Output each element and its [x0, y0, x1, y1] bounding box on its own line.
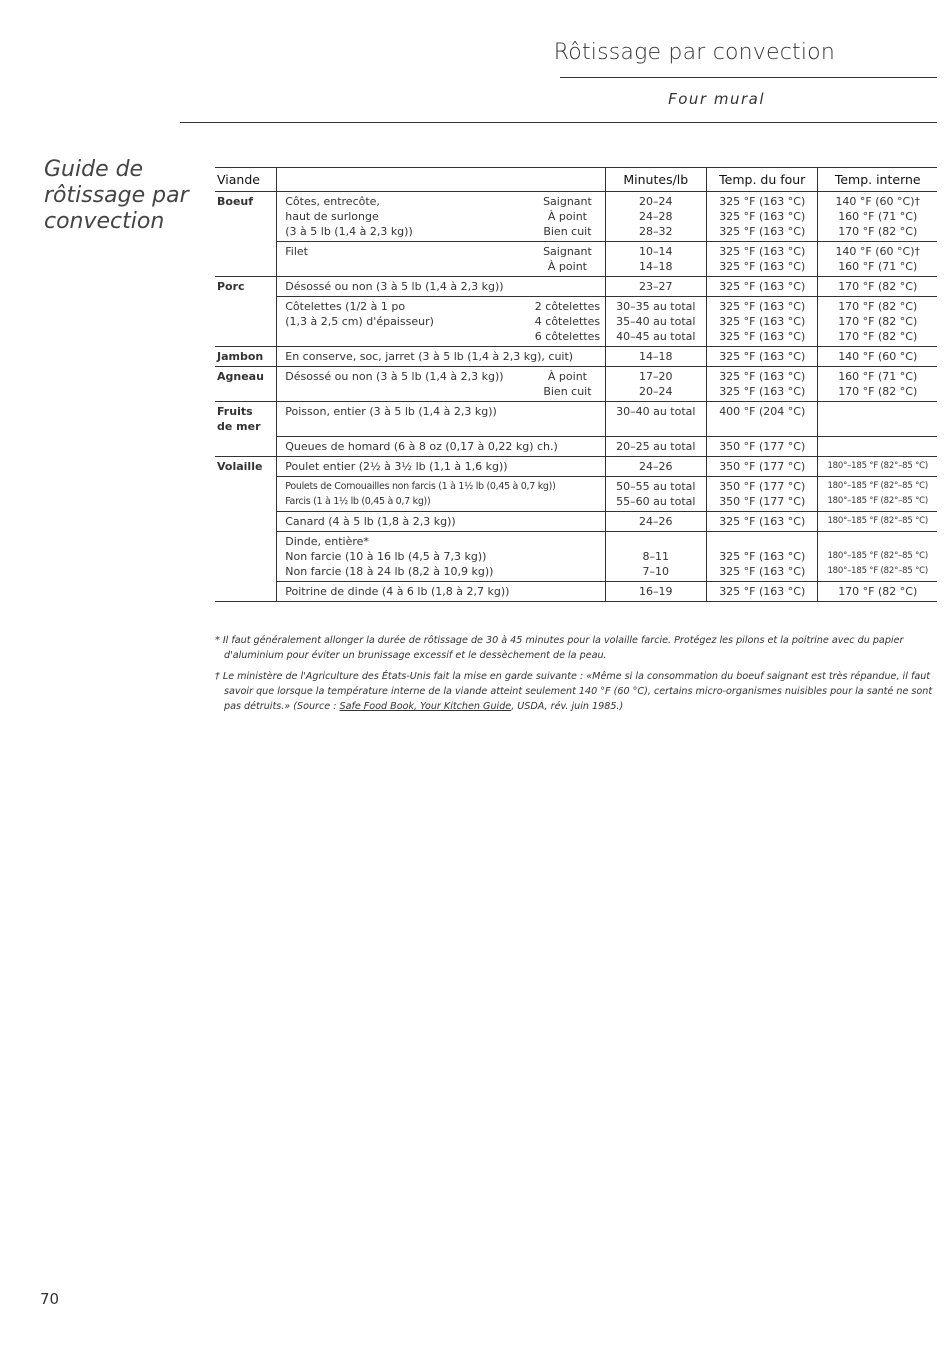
footnote-usda	[215, 669, 937, 714]
cell-minutes	[605, 297, 706, 347]
cell-description-line: Poisson, entier (3 à 5 lb (1,4 à 2,3 kg))	[285, 405, 497, 418]
table-header-row	[215, 168, 937, 192]
cell-meat-line: Porc	[217, 280, 245, 293]
table-row	[215, 347, 937, 367]
page-number: 70	[40, 1290, 60, 1308]
cell-internal-temp-line: 180°–185 °F (82°–85 °C)	[827, 550, 928, 561]
cell-description	[277, 511, 605, 531]
cell-description-line: (3 à 5 lb (1,4 à 2,3 kg))	[285, 225, 413, 238]
cell-internal-temp-line: 170 °F (82 °C)	[838, 385, 918, 398]
cell-internal-temp-line: 140 °F (60 °C)†	[835, 195, 921, 208]
cell-description	[277, 277, 605, 297]
cell-description-line: Farcis (1 à 1½ lb (0,45 à 0,7 kg))	[285, 495, 431, 507]
header-blank	[277, 168, 605, 192]
cell-meat	[215, 192, 277, 242]
roasting-guide-table	[215, 167, 937, 602]
cell-doneness-line: 6 côtelettes	[534, 330, 601, 343]
cell-minutes-line: 28–32	[639, 225, 673, 238]
section-heading-line: convection	[44, 209, 165, 234]
cell-meat-line: Agneau	[217, 370, 264, 383]
table-row	[215, 531, 937, 581]
cell-minutes-line: 50–55 au total	[616, 479, 696, 493]
cell-oven-temp-line: 325 °F (163 °C)	[719, 514, 806, 528]
cell-oven-temp-line: 325 °F (163 °C)	[719, 584, 806, 598]
cell-minutes-line: 14–18	[639, 350, 673, 363]
cell-minutes-line: 10–14	[639, 245, 673, 258]
cell-oven-temp	[707, 297, 818, 347]
cell-doneness-line: À point	[547, 260, 587, 273]
table-row	[215, 242, 937, 277]
cell-meat-line: Fruits	[217, 405, 253, 418]
cell-internal-temp-line: 160 °F (71 °C)	[838, 260, 918, 273]
cell-doneness-line: Saignant	[543, 195, 592, 208]
cell-minutes-line: 20–25 au total	[616, 439, 696, 453]
cell-description-line	[285, 384, 526, 399]
cell-description-line: Côtes, entrecôte,	[285, 195, 380, 208]
cell-description-line: Désossé ou non (3 à 5 lb (1,4 à 2,3 kg))	[285, 280, 504, 293]
cell-internal-temp-line	[822, 439, 933, 454]
cell-oven-temp-line: 350 °F (177 °C)	[719, 439, 806, 453]
cell-description-line: Poitrine de dinde (4 à 6 lb (1,8 à 2,7 kg))	[285, 584, 510, 598]
cell-description-line: Poulet entier (2½ à 3½ lb (1,1 à 1,6 kg))	[285, 459, 508, 473]
cell-description-line: Canard (4 à 5 lb (1,8 à 2,3 kg))	[285, 514, 456, 528]
cell-oven-temp-line: 350 °F (177 °C)	[719, 459, 806, 473]
header-minutes: Minutes/lb	[605, 168, 706, 192]
cell-description	[277, 476, 605, 511]
cell-meat	[215, 402, 277, 437]
cell-doneness	[530, 242, 605, 277]
cell-internal-temp-line: 180°–185 °F (82°–85 °C)	[827, 515, 928, 526]
cell-oven-temp-line: 325 °F (163 °C)	[719, 195, 806, 208]
cell-internal-temp-line: 180°–185 °F (82°–85 °C)	[827, 565, 928, 576]
cell-oven-temp-line: 350 °F (177 °C)	[719, 494, 806, 508]
cell-internal-temp	[818, 192, 937, 242]
cell-minutes	[605, 476, 706, 511]
cell-oven-temp-line: 325 °F (163 °C)	[719, 330, 806, 343]
cell-oven-temp-line	[711, 534, 813, 549]
cell-meat	[215, 511, 277, 531]
cell-oven-temp	[707, 242, 818, 277]
cell-internal-temp-line: 140 °F (60 °C)†	[835, 245, 921, 258]
footnote-stuffed: * Il faut généralement allonger la durée de rôtissage de 30 à 45 minutes pour la volaille farcie. Protégez les pilons et la poitrine avec du papier d'aluminium pour éviter un brunissage excessif et le dessèchement de la peau.	[215, 635, 904, 661]
table-row	[215, 367, 937, 402]
cell-minutes-line: 7–10	[642, 564, 670, 578]
cell-minutes-line: 20–24	[639, 385, 673, 398]
cell-description	[277, 581, 605, 601]
table-row	[215, 581, 937, 601]
cell-minutes-line: 23–27	[639, 280, 673, 293]
cell-description-line: haut de surlonge	[285, 210, 379, 223]
section-rule	[180, 122, 937, 123]
cell-internal-temp	[818, 297, 937, 347]
cell-internal-temp	[818, 347, 937, 367]
section-heading	[44, 157, 204, 235]
cell-minutes-line: 20–24	[639, 195, 673, 208]
cell-minutes-line: 35–40 au total	[616, 315, 696, 328]
cell-meat	[215, 277, 277, 297]
cell-minutes	[605, 511, 706, 531]
cell-internal-temp	[818, 242, 937, 277]
cell-description-line: Non farcie (10 à 16 lb (4,5 à 7,3 kg))	[285, 549, 487, 563]
cell-internal-temp-line: 170 °F (82 °C)	[838, 584, 918, 598]
cell-doneness-line: Saignant	[543, 245, 592, 258]
cell-internal-temp-line: 170 °F (82 °C)	[838, 315, 918, 328]
cell-meat	[215, 347, 277, 367]
table-row	[215, 436, 937, 456]
cell-meat	[215, 531, 277, 581]
cell-internal-temp-line: 180°–185 °F (82°–85 °C)	[827, 480, 928, 491]
cell-minutes-line	[610, 534, 702, 549]
table-row	[215, 277, 937, 297]
table-row	[215, 456, 937, 476]
footnote-usda-end: , USDA, rév. juin 1985.)	[511, 701, 624, 712]
page-title: Rôtissage par convection	[553, 40, 835, 65]
cell-description	[277, 531, 605, 581]
cell-description-line	[285, 329, 526, 344]
header-temp-interne: Temp. interne	[818, 168, 937, 192]
cell-internal-temp	[818, 531, 937, 581]
table-row	[215, 297, 937, 347]
cell-internal-temp-line	[822, 404, 933, 419]
table-row	[215, 192, 937, 242]
cell-description-line	[285, 259, 526, 274]
cell-doneness-line: 2 côtelettes	[534, 300, 601, 313]
table-row	[215, 402, 937, 437]
cell-oven-temp-line: 325 °F (163 °C)	[719, 370, 806, 383]
cell-oven-temp	[707, 347, 818, 367]
cell-internal-temp	[818, 456, 937, 476]
cell-description	[277, 402, 605, 437]
cell-oven-temp-line: 325 °F (163 °C)	[719, 549, 806, 563]
cell-minutes	[605, 402, 706, 437]
cell-oven-temp-line: 325 °F (163 °C)	[719, 315, 806, 328]
cell-oven-temp	[707, 436, 818, 456]
cell-minutes	[605, 581, 706, 601]
cell-meat	[215, 476, 277, 511]
footnote-usda-text: † Le ministère de l'Agriculture des États-Unis fait la mise en garde suivante : «Même si la consommation du boeuf saignant est très répandue, il faut savoir que lorsque la température interne de la viande atteint seulement 140 °F (60 °C), certains micro-organismes nuisibles pour la santé ne sont pas détruits.» (Source :	[215, 671, 933, 712]
cell-meat-line: de mer	[217, 420, 261, 433]
cell-internal-temp	[818, 277, 937, 297]
cell-description	[277, 192, 531, 242]
cell-minutes	[605, 436, 706, 456]
cell-oven-temp	[707, 277, 818, 297]
cell-internal-temp	[818, 367, 937, 402]
cell-minutes	[605, 277, 706, 297]
cell-internal-temp-line: 170 °F (82 °C)	[838, 330, 918, 343]
cell-description	[277, 456, 605, 476]
cell-minutes	[605, 192, 706, 242]
cell-minutes-line: 30–35 au total	[616, 300, 696, 313]
cell-description	[277, 297, 531, 347]
cell-meat-line: Jambon	[217, 350, 264, 363]
cell-minutes-line: 24–28	[639, 210, 673, 223]
cell-minutes-line: 24–26	[639, 514, 673, 528]
cell-oven-temp	[707, 531, 818, 581]
cell-oven-temp-line: 325 °F (163 °C)	[719, 300, 806, 313]
cell-minutes-line: 8–11	[642, 549, 670, 563]
cell-doneness-line: Bien cuit	[543, 385, 592, 398]
cell-oven-temp	[707, 456, 818, 476]
cell-doneness-line: 4 côtelettes	[534, 315, 601, 328]
cell-internal-temp	[818, 402, 937, 437]
cell-minutes	[605, 347, 706, 367]
cell-oven-temp	[707, 581, 818, 601]
cell-meat	[215, 581, 277, 601]
header-viande: Viande	[215, 168, 277, 192]
cell-description-line: Non farcie (18 à 24 lb (8,2 à 10,9 kg))	[285, 564, 494, 578]
cell-minutes-line: 55–60 au total	[616, 494, 696, 508]
cell-internal-temp-line: 180°–185 °F (82°–85 °C)	[827, 460, 928, 471]
cell-description-line: Filet	[285, 245, 308, 258]
cell-description	[277, 436, 605, 456]
cell-description-line: Désossé ou non (3 à 5 lb (1,4 à 2,3 kg))	[285, 370, 504, 383]
cell-meat	[215, 297, 277, 347]
cell-oven-temp-line: 350 °F (177 °C)	[719, 479, 806, 493]
table-row	[215, 511, 937, 531]
cell-internal-temp	[818, 436, 937, 456]
table-body	[215, 192, 937, 602]
cell-internal-temp	[818, 511, 937, 531]
cell-internal-temp-line: 170 °F (82 °C)	[838, 225, 918, 238]
cell-oven-temp-line: 325 °F (163 °C)	[719, 225, 806, 238]
cell-minutes-line: 17–20	[639, 370, 673, 383]
cell-description-line: (1,3 à 2,5 cm) d'épaisseur)	[285, 315, 434, 328]
cell-oven-temp-line: 325 °F (163 °C)	[719, 564, 806, 578]
cell-internal-temp-line: 140 °F (60 °C)	[838, 350, 918, 363]
cell-description-line: Dinde, entière*	[285, 534, 369, 548]
cell-oven-temp-line: 325 °F (163 °C)	[719, 260, 806, 273]
title-rule	[560, 77, 937, 78]
cell-minutes-line: 16–19	[639, 584, 673, 598]
cell-minutes-line: 14–18	[639, 260, 673, 273]
cell-minutes	[605, 367, 706, 402]
cell-oven-temp	[707, 511, 818, 531]
cell-description	[277, 347, 605, 367]
cell-internal-temp-line: 160 °F (71 °C)	[838, 210, 918, 223]
cell-oven-temp-line: 325 °F (163 °C)	[719, 385, 806, 398]
cell-description-line: Poulets de Cornouailles non farcis (1 à 1½ lb (0,45 à 0,7 kg))	[285, 480, 556, 492]
cell-minutes	[605, 242, 706, 277]
cell-oven-temp-line: 325 °F (163 °C)	[719, 210, 806, 223]
cell-doneness	[530, 367, 605, 402]
cell-description	[277, 367, 531, 402]
footnotes	[215, 633, 937, 720]
cell-minutes-line: 24–26	[639, 459, 673, 473]
cell-oven-temp-line: 325 °F (163 °C)	[719, 245, 806, 258]
cell-internal-temp	[818, 476, 937, 511]
cell-doneness-line: Bien cuit	[543, 225, 592, 238]
cell-description-line: Queues de homard (6 à 8 oz (0,17 à 0,22 kg) ch.)	[285, 439, 558, 453]
cell-meat	[215, 456, 277, 476]
cell-doneness-line: À point	[547, 210, 587, 223]
cell-internal-temp-line: 160 °F (71 °C)	[838, 370, 918, 383]
cell-description-line: Côtelettes (1/2 à 1 po	[285, 300, 406, 313]
footnote-source-title: Safe Food Book, Your Kitchen Guide	[339, 701, 512, 712]
cell-oven-temp-line: 325 °F (163 °C)	[719, 280, 806, 293]
cell-description	[277, 242, 531, 277]
cell-doneness-line: À point	[547, 370, 587, 383]
cell-meat-line: Volaille	[217, 459, 263, 473]
table-row	[215, 476, 937, 511]
cell-description-line: En conserve, soc, jarret (3 à 5 lb (1,4 à 2,3 kg), cuit)	[285, 350, 574, 363]
cell-doneness	[530, 192, 605, 242]
cell-minutes-line: 40–45 au total	[616, 330, 696, 343]
cell-oven-temp	[707, 192, 818, 242]
cell-minutes-line: 30–40 au total	[616, 405, 696, 418]
header-temp-four: Temp. du four	[707, 168, 818, 192]
cell-oven-temp	[707, 476, 818, 511]
cell-internal-temp-line: 170 °F (82 °C)	[838, 300, 918, 313]
cell-minutes	[605, 456, 706, 476]
cell-oven-temp-line: 325 °F (163 °C)	[719, 350, 806, 363]
cell-internal-temp-line	[822, 534, 933, 549]
page-subtitle: Four mural	[668, 90, 765, 108]
cell-doneness	[530, 297, 605, 347]
cell-internal-temp-line: 180°–185 °F (82°–85 °C)	[827, 495, 928, 506]
cell-internal-temp	[818, 581, 937, 601]
cell-meat-line: Boeuf	[217, 195, 254, 208]
cell-meat	[215, 242, 277, 277]
cell-meat	[215, 436, 277, 456]
cell-oven-temp	[707, 367, 818, 402]
cell-oven-temp-line: 400 °F (204 °C)	[719, 405, 806, 418]
cell-oven-temp	[707, 402, 818, 437]
cell-internal-temp-line: 170 °F (82 °C)	[838, 280, 918, 293]
section-heading-line: Guide de	[44, 157, 144, 182]
section-heading-line: rôtissage par	[44, 183, 189, 208]
cell-minutes	[605, 531, 706, 581]
cell-meat	[215, 367, 277, 402]
